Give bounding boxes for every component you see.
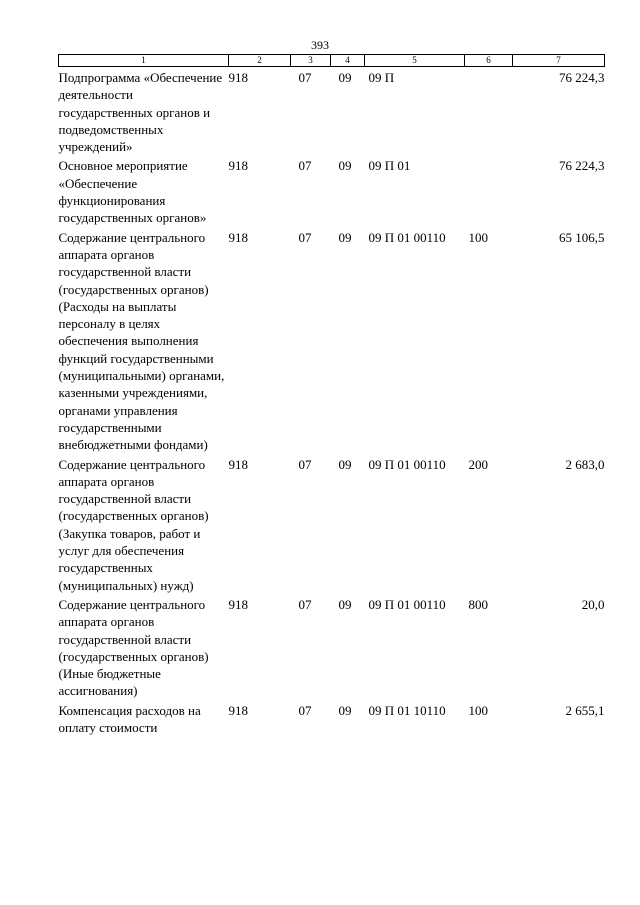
ministry-code: 918 [228, 229, 248, 245]
ministry-code: 918 [228, 702, 248, 718]
table-row [59, 594, 605, 700]
section-code: 07 [298, 702, 312, 718]
target-article-code: 09 П 01 00110 [368, 229, 446, 245]
ministry-code: 918 [228, 158, 248, 174]
column-header-6: 6 [465, 55, 513, 67]
page-number: 393 [311, 38, 329, 52]
expense-type-code: 800 [468, 596, 488, 612]
ministry-code: 918 [228, 70, 248, 85]
row-name: Содержание центрального аппарата органов государственной власти (государственных органов) (Иные бюджетные ассигнования) [58, 596, 209, 699]
expense-type-code: 100 [468, 702, 488, 718]
column-header-2: 2 [229, 55, 291, 67]
column-header-3: 3 [291, 55, 331, 67]
amount: 76 224,3 [559, 158, 605, 174]
column-header-7: 7 [513, 55, 605, 67]
subsection-code: 09 [338, 229, 352, 245]
column-header-4: 4 [331, 55, 365, 67]
section-code: 07 [298, 70, 312, 85]
section-code: 07 [298, 158, 312, 174]
subsection-code: 09 [338, 456, 352, 472]
budget-table [58, 54, 605, 736]
table-header [59, 55, 605, 67]
amount: 2 683,0 [565, 456, 605, 472]
expense-type-code: 200 [468, 456, 488, 472]
section-code: 07 [298, 596, 312, 612]
section-code: 07 [298, 229, 312, 245]
expense-type-code [465, 155, 513, 226]
amount: 20,0 [581, 596, 605, 612]
table-row [59, 155, 605, 226]
section-code: 07 [298, 456, 312, 472]
row-name: Содержание центрального аппарата органов государственной власти (государственных органов) (Закупка товаров, работ и услуг для обеспечения государственных (муниципальных) нужд) [58, 456, 209, 593]
row-name: Основное мероприятие «Обеспечение функционирования государственных органов» [58, 158, 207, 226]
column-header-1: 1 [59, 55, 229, 67]
table-row [59, 227, 605, 454]
subsection-code: 09 [338, 158, 352, 174]
row-name: Содержание центрального аппарата органов государственной власти (государственных органов) (Расходы на выплаты персоналу в целях обеспечения выполнения функций государственными (муниципальными) органами, казенными учреждениями, органами управления государственными внебюджетными фондами) [58, 229, 225, 453]
ministry-code: 918 [228, 456, 248, 472]
target-article-code: 09 П 01 10110 [368, 702, 446, 718]
amount: 2 655,1 [565, 702, 605, 718]
subsection-code: 09 [338, 70, 352, 85]
subsection-code: 09 [338, 702, 352, 718]
row-name: Подпрограмма «Обеспечение деятельности государственных органов и подведомственных учреждений» [58, 70, 223, 155]
table-body [59, 67, 605, 737]
target-article-code: 09 П 01 00110 [368, 456, 446, 472]
table-row [59, 67, 605, 156]
column-header-5: 5 [365, 55, 465, 67]
expense-type-code [465, 67, 513, 156]
amount: 76 224,3 [559, 70, 605, 85]
row-name: Компенсация расходов на оплату стоимости [58, 702, 201, 735]
column-number-row [59, 55, 605, 67]
expense-type-code: 100 [468, 229, 488, 245]
amount: 65 106,5 [559, 229, 605, 245]
ministry-code: 918 [228, 596, 248, 612]
table-row [59, 700, 605, 737]
target-article-code: 09 П [368, 70, 395, 85]
target-article-code: 09 П 01 [368, 158, 411, 174]
target-article-code: 09 П 01 00110 [368, 596, 446, 612]
subsection-code: 09 [338, 596, 352, 612]
table-row [59, 454, 605, 594]
